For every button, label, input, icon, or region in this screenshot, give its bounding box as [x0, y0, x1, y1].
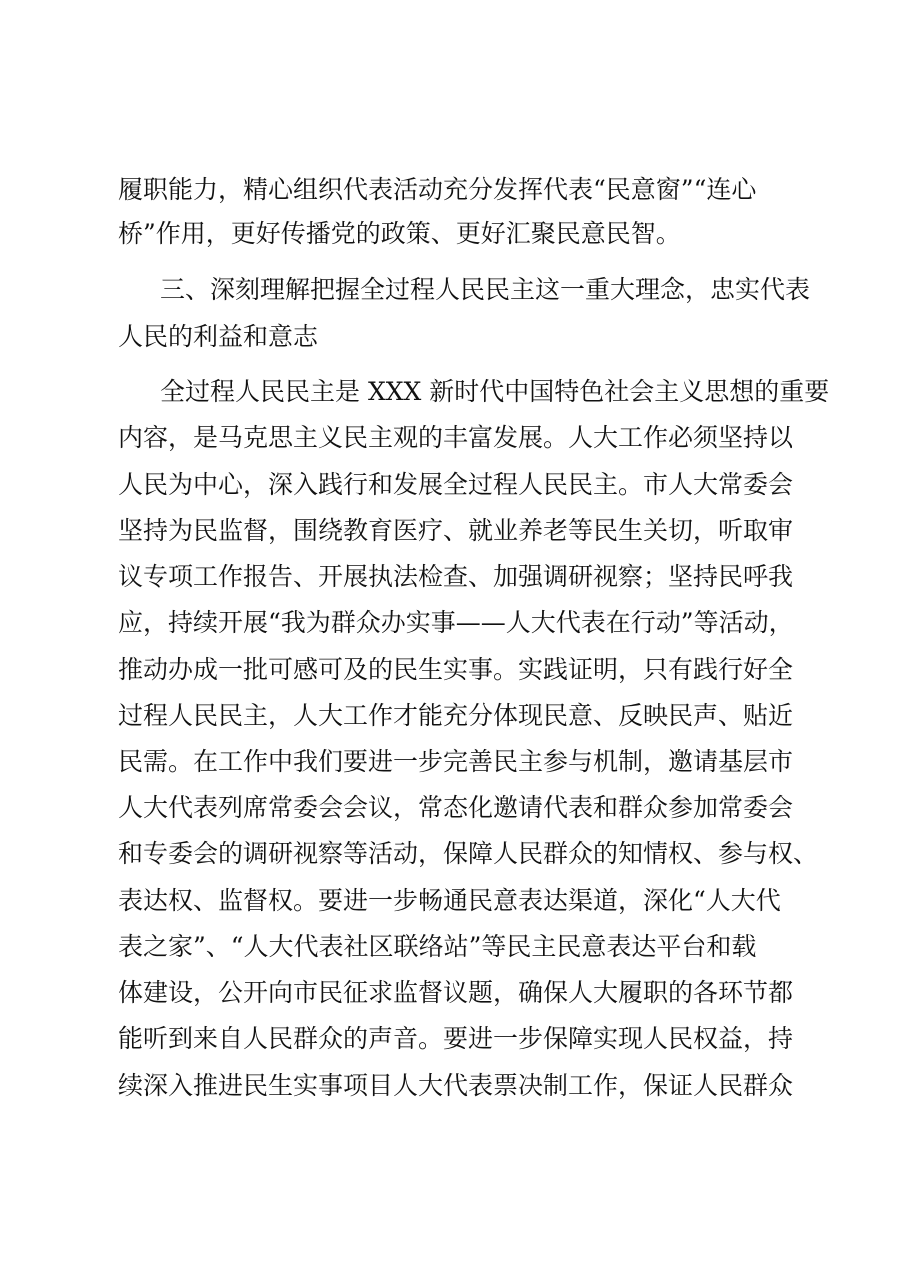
text-line-2	[0, 214, 909, 254]
text-line-content: 能听到来自人民群众的声音。要进一步保障实现人民权益，持	[118, 1024, 794, 1053]
text-line-content: 内容，是马克思主义民主观的丰富发展。人大工作必须坚持以	[118, 423, 794, 452]
text-line-8	[0, 511, 909, 551]
text-line-7	[0, 465, 909, 505]
text-line-content: 和专委会的调研视察等活动，保障人民群众的知情权、参与权、	[118, 839, 819, 868]
text-line-content: 坚持为民监督，围绕教育医疗、就业养老等民生关切，听取审	[118, 516, 794, 545]
text-line-content: 体建设，公开向市民征求监督议题，确保人大履职的各环节都	[118, 978, 794, 1007]
text-line-content: 人大代表列席常委会会议，常态化邀请代表和群众参加常委会	[118, 793, 794, 822]
text-line-10	[0, 603, 909, 643]
text-line-content: 议专项工作报告、开展执法检查、加强调研视察；坚持民呼我	[118, 562, 794, 591]
section-heading-text: 人民的利益和意志	[118, 322, 319, 351]
section-heading-text: 三、深刻理解把握全过程人民民主这一重大理念，忠实代表	[160, 275, 811, 304]
text-line-content: 履职能力，精心组织代表活动充分发挥代表“民意窗”“连心	[118, 175, 757, 204]
text-line-12	[0, 696, 909, 736]
text-line-content: 全过程人民民主是 XXX 新时代中国特色社会主义思想的重要	[160, 377, 830, 406]
text-line-13	[0, 742, 909, 782]
text-line-1	[0, 170, 909, 210]
text-line-16	[0, 881, 909, 921]
text-line-content: 过程人民民主，人大工作才能充分体现民意、反映民声、贴近	[118, 701, 794, 730]
text-line-content: 民需。在工作中我们要进一步完善民主参与机制，邀请基层市	[118, 747, 794, 776]
section-heading-line-1	[0, 270, 909, 310]
text-line-content: 表达权、监督权。要进一步畅通民意表达渠道，深化“人大代	[118, 886, 781, 915]
text-line-11	[0, 650, 909, 690]
section-heading-line-2	[0, 317, 909, 357]
text-line-18	[0, 973, 909, 1013]
text-line-20	[0, 1066, 909, 1106]
text-line-content: 表之家”、“人大代表社区联络站”等民主民意表达平台和载	[118, 932, 757, 961]
text-line-14	[0, 788, 909, 828]
text-line-content: 桥”作用，更好传播党的政策、更好汇聚民意民智。	[118, 219, 681, 248]
text-line-6	[0, 418, 909, 458]
text-line-content: 应，持续开展“我为群众办实事——人大代表在行动”等活动，	[118, 608, 794, 637]
text-line-9	[0, 557, 909, 597]
text-line-content: 推动办成一批可感可及的民生实事。实践证明，只有践行好全	[118, 655, 794, 684]
text-line-content: 续深入推进民生实事项目人大代表票决制工作，保证人民群众	[118, 1071, 794, 1100]
text-line-content: 人民为中心，深入践行和发展全过程人民民主。市人大常委会	[118, 470, 794, 499]
text-line-15	[0, 834, 909, 874]
text-line-17	[0, 927, 909, 967]
text-line-19	[0, 1019, 909, 1059]
text-line-5	[0, 372, 909, 412]
